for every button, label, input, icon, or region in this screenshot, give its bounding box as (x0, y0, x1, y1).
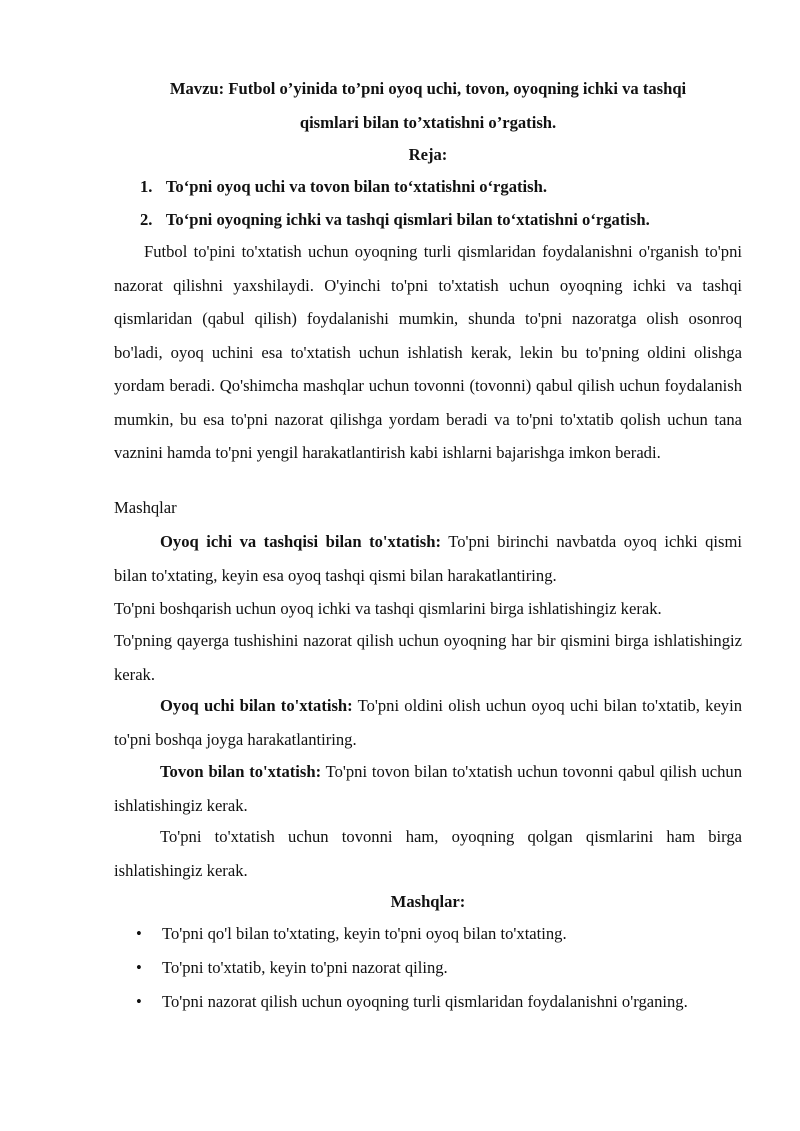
drill-item-text: To'pni to'xtatib, keyin to'pni nazorat qiling. (162, 958, 448, 977)
inside-outside-paragraph (114, 525, 742, 592)
title-line-1: Mavzu: Futbol o’yinida to’pni oyoq uchi, tovon, oyoqning ichki va tashqi (169, 79, 687, 98)
plan-item-2 (140, 203, 650, 237)
plan-item-1 (140, 170, 547, 204)
heel-combo-paragraph: To'pni to'xtatish uchun tovonni ham, oyoqning qolgan qismlarini ham birga ishlatishingiz kerak. (114, 827, 742, 880)
drill-item-1 (136, 917, 742, 951)
bullet-icon: • (136, 992, 142, 1011)
toe-text: To'pni oldini olish uchun oyoq uchi bilan to'xtatib, keyin to'pni boshqa joyga harakatlantiring. (114, 696, 743, 749)
control-line: To'pni boshqarish uchun oyoq ichki va tashqi qismlarini birga ishlatishingiz kerak. (114, 599, 662, 618)
toe-term: Oyoq uchi bilan to'xtatish: (160, 696, 353, 715)
drill-item-3 (136, 985, 742, 1019)
plan-item-text: To‘pni oyoq uchi va tovon bilan to‘xtatishni o‘rgatish. (165, 177, 547, 196)
plan-item-text: To‘pni oyoqning ichki va tashqi qismlari bilan to‘xtatishni o‘rgatish. (165, 210, 650, 229)
plan-heading: Reja: (408, 145, 448, 164)
intro-paragraph: Futbol to'pini to'xtatish uchun oyoqning turli qismlaridan foydalanishni o'rganish to'pni nazorat qilishni yaxshilaydi. O'yinchi to'pni to'xtatish uchun oyoqning ichki va tashqi qismlaridan (qabul qilish) foydalanishi mumkin, shunda to'pni nazoratga olish osonroq bo'ladi, oyoq uchini esa to'xtatish uchun ishlatish kerak, lekin bu to'pning oldini olishga yordam beradi. Qo'shimcha mashqlar uchun tovonni (tovonni) qabul qilish uchun foydalanish mumkin, bu esa to'pni nazorat qilishga yordam beradi va to'pni to'xtatib qolish uchun tana vaznini hamda to'pni yengil harakatlantirish kabi ishlarni bajarishga imkon beradi. (114, 242, 742, 462)
exercises-label: Mashqlar (114, 498, 177, 517)
drills-heading: Mashqlar: (390, 892, 466, 911)
title-line-2: qismlari bilan to’xtatishni o’rgatish. (299, 112, 557, 132)
bullet-icon: • (136, 958, 142, 977)
heel-paragraph (114, 755, 742, 822)
drill-item-text: To'pni nazorat qilish uchun oyoqning turli qismlaridan foydalanishni o'rganing. (162, 992, 688, 1011)
bullet-icon: • (136, 924, 142, 943)
heel-term: Tovon bilan to'xtatish: (160, 762, 322, 781)
inside-outside-text: To'pni birinchi navbatda oyoq ichki qismi bilan to'xtating, keyin esa oyoq tashqi qismi bilan harakatlantiring. (114, 532, 742, 585)
plan-item-number: 2. (140, 210, 153, 229)
plan-item-number: 1. (140, 177, 153, 196)
landing-paragraph: To'pning qayerga tushishini nazorat qilish uchun oyoqning har bir qismini birga ishlatishingiz kerak. (114, 631, 742, 684)
heel-text: To'pni tovon bilan to'xtatish uchun tovonni qabul qilish uchun ishlatishingiz kerak. (114, 762, 742, 815)
drill-item-2 (136, 951, 742, 985)
page-title (114, 72, 742, 139)
drill-item-text: To'pni qo'l bilan to'xtating, keyin to'pni oyoq bilan to'xtating. (162, 924, 567, 943)
toe-paragraph (114, 689, 742, 756)
inside-outside-term: Oyoq ichi va tashqisi bilan to'xtatish: (160, 532, 441, 551)
